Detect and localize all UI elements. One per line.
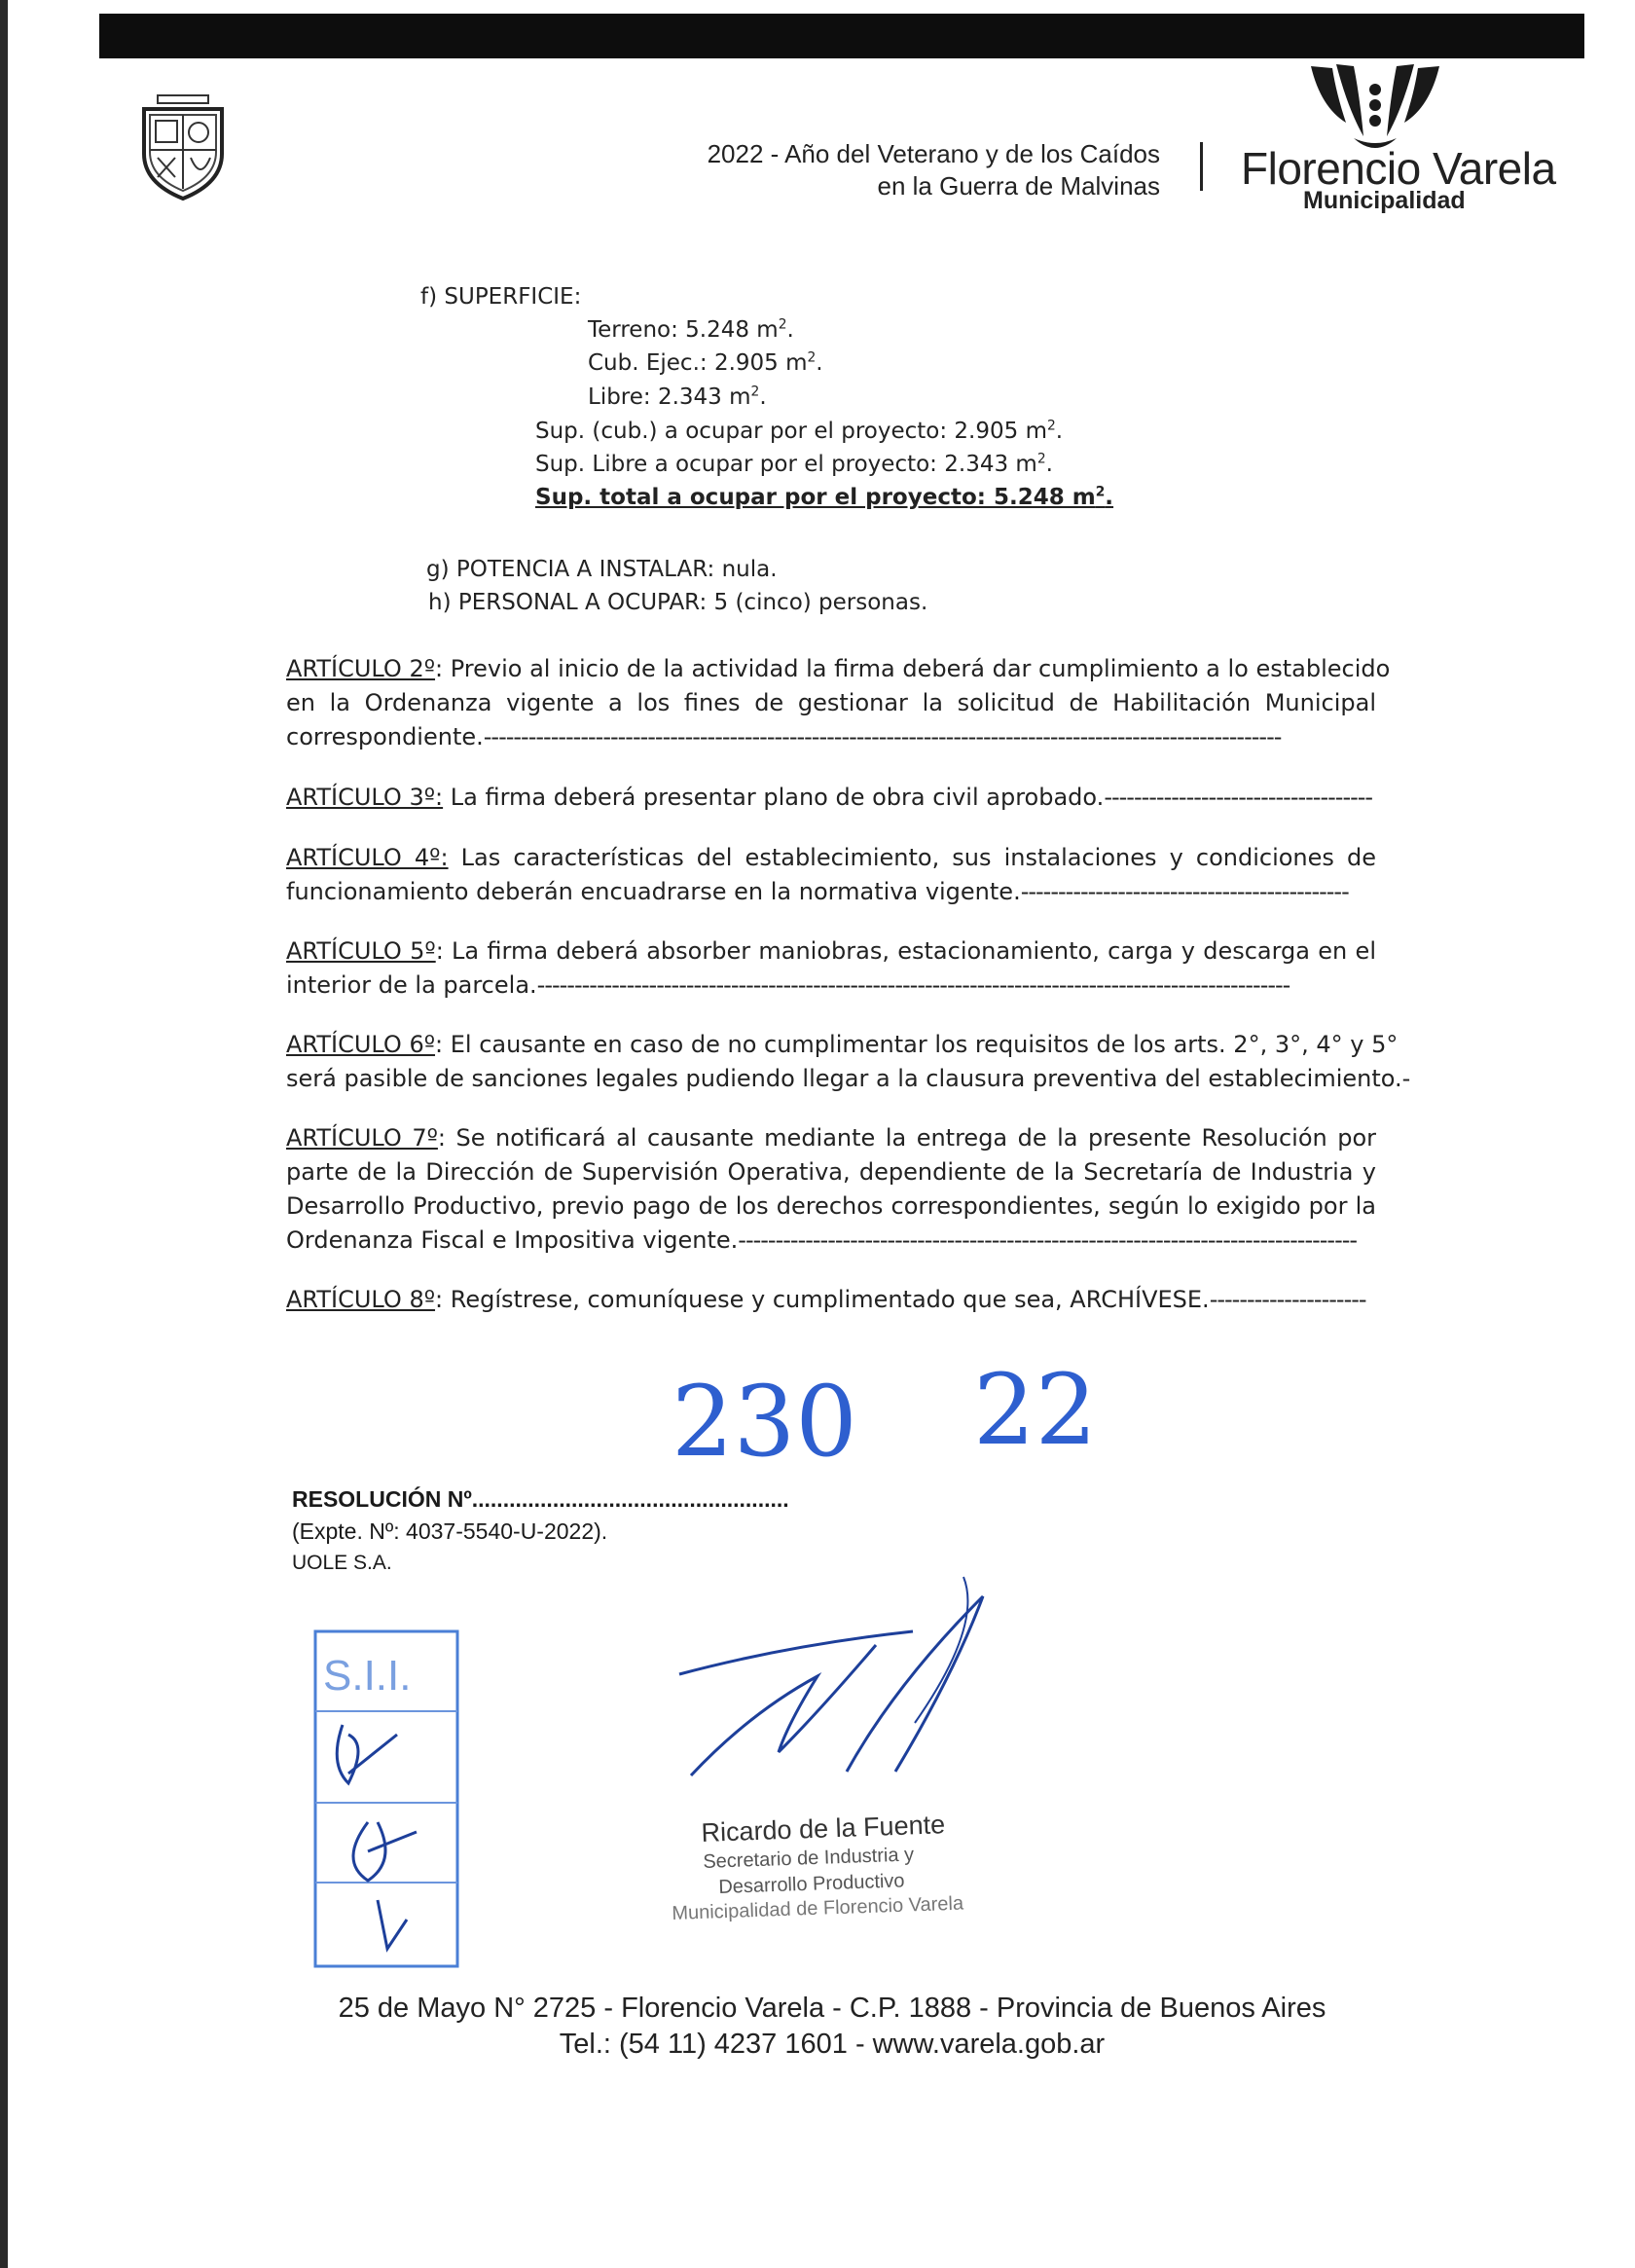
superficie-sup-total xyxy=(535,485,1113,510)
article-5 xyxy=(286,934,1376,1003)
superficie-cub-ejec xyxy=(588,350,823,376)
scan-page-edge xyxy=(0,0,8,2268)
article-6-line-1: : El causante en caso de no cumplimentar los requisitos de los arts. 2°, 3°, 4° y 5° xyxy=(435,1031,1399,1058)
signatory-role-3: Municipalidad de Florencio Varela xyxy=(672,1892,964,1924)
potencia-line: g) POTENCIA A INSTALAR: nula. xyxy=(426,557,778,582)
expediente-number: (Expte. Nº: 4037-5540-U-2022). xyxy=(292,1518,608,1544)
superficie-libre xyxy=(588,384,767,410)
article-4-line-1: Las características del establecimiento, sus instalaciones y condiciones de xyxy=(448,844,1377,871)
legend-line-2: en la Guerra de Malvinas xyxy=(877,171,1160,201)
period: . xyxy=(786,317,794,343)
article-7 xyxy=(286,1121,1376,1258)
article-7-line-2: parte de la Dirección de Supervisión Operativa, dependiente de la Secretaría de Industria y xyxy=(286,1158,1376,1186)
article-5-line-1: : La firma deberá absorber maniobras, estacionamiento, carga y descarga en el xyxy=(435,937,1376,965)
superficie-sup-libre xyxy=(535,452,1053,477)
article-6-label: ARTÍCULO 6º xyxy=(286,1031,436,1058)
article-3-label: ARTÍCULO 3º: xyxy=(286,784,444,811)
scan-top-bar xyxy=(99,14,1584,58)
article-7-line-1: : Se notificará al causante mediante la entrega de la presente Resolución por xyxy=(437,1124,1376,1152)
logo-name: Florencio Varela xyxy=(1241,143,1556,194)
personal-line: h) PERSONAL A OCUPAR: 5 (cinco) personas. xyxy=(428,590,928,615)
sup-total-text: Sup. total a ocupar por el proyecto: 5.248 m xyxy=(535,485,1096,510)
resolution-stamp-year: 22 xyxy=(973,1353,1098,1467)
exponent: 2 xyxy=(1046,418,1056,434)
signature-mark xyxy=(672,1567,1041,1801)
article-3-line-1: La firma deberá presentar plano de obra civil aprobado. xyxy=(443,784,1105,811)
period: . xyxy=(816,350,823,376)
signatory-role-1: Secretario de Industria y xyxy=(703,1844,915,1873)
resolution-dots: ................................................... xyxy=(471,1486,789,1512)
article-7-line-4: Ordenanza Fiscal e Impositiva vigente. xyxy=(286,1226,739,1254)
footer-address: 25 de Mayo N° 2725 - Florencio Varela - C.P. 1888 - Provincia de Buenos Aires xyxy=(338,1993,1326,2024)
exponent: 2 xyxy=(778,316,787,333)
legend-line-1: 2022 - Año del Veterano y de los Caídos xyxy=(707,139,1160,168)
sup-libre-text: Sup. Libre a ocupar por el proyecto: 2.343 m xyxy=(535,452,1037,477)
resolution-label-text: RESOLUCIÓN Nº xyxy=(292,1486,472,1512)
article-3-dashes: ------------------------------------ xyxy=(1104,784,1373,811)
period: . xyxy=(1055,419,1064,444)
logo-subtitle: Municipalidad xyxy=(1303,187,1466,214)
article-2-line-3: correspondiente. xyxy=(286,723,484,750)
exponent: 2 xyxy=(750,384,760,400)
article-2 xyxy=(286,652,1391,754)
superficie-sup-cub xyxy=(535,419,1063,444)
article-8-line-1: : Regístrese, comuníquese y cumplimentado que sea, ARCHÍVESE. xyxy=(435,1286,1210,1313)
company-name: UOLE S.A. xyxy=(292,1552,392,1574)
box-stamp-text: S.I.I. xyxy=(323,1652,412,1700)
libre-text: Libre: 2.343 m xyxy=(588,384,751,410)
period: . xyxy=(759,384,767,410)
article-5-line-2: interior de la parcela. xyxy=(286,971,537,999)
exponent: 2 xyxy=(807,349,817,366)
initials-box-stamp xyxy=(309,1628,463,1970)
superficie-heading: f) SUPERFICIE: xyxy=(420,284,582,310)
footer-contact: Tel.: (54 11) 4237 1601 - www.varela.gob.ar xyxy=(559,2029,1106,2060)
article-8-label: ARTÍCULO 8º xyxy=(286,1286,436,1313)
article-8-dashes: --------------------- xyxy=(1209,1286,1366,1313)
cub-ejec-text: Cub. Ejec.: 2.905 m xyxy=(588,350,808,376)
resolution-label xyxy=(292,1486,789,1513)
header-separator xyxy=(1200,142,1203,191)
municipal-crest-icon xyxy=(136,93,230,202)
period: . xyxy=(1045,452,1053,477)
article-6-line-2: será pasible de sanciones legales pudiendo llegar a la clausura preventiva del establecimiento.- xyxy=(286,1065,1411,1092)
article-4-label: ARTÍCULO 4º: xyxy=(286,844,449,871)
article-5-dashes: ----------------------------------------------------------------------------------------------------- xyxy=(536,971,1290,999)
terreno-text: Terreno: 5.248 m xyxy=(588,317,779,343)
article-8 xyxy=(286,1283,1376,1317)
article-5-label: ARTÍCULO 5º xyxy=(286,937,436,965)
article-7-line-3: Desarrollo Productivo, previo pago de los derechos correspondientes, según lo exigido por la xyxy=(286,1192,1376,1220)
article-7-label: ARTÍCULO 7º xyxy=(286,1124,438,1152)
article-3 xyxy=(286,781,1376,815)
article-2-line-1: : Previo al inicio de la actividad la firma deberá dar cumplimiento a lo establecido xyxy=(435,655,1391,682)
header-year-legend xyxy=(603,138,1160,202)
article-4 xyxy=(286,841,1376,909)
article-4-dashes: -------------------------------------------- xyxy=(1020,878,1349,905)
superficie-terreno xyxy=(588,317,794,343)
exponent: 2 xyxy=(1095,484,1106,500)
article-2-label: ARTÍCULO 2º xyxy=(286,655,436,682)
resolution-stamp-number: 230 xyxy=(672,1365,857,1479)
exponent: 2 xyxy=(1036,451,1046,467)
period: . xyxy=(1105,485,1114,510)
article-4-line-2: funcionamiento deberán encuadrarse en la normativa vigente. xyxy=(286,878,1021,905)
signatory-role-2: Desarrollo Productivo xyxy=(718,1870,905,1898)
sup-cub-text: Sup. (cub.) a ocupar por el proyecto: 2.905 m xyxy=(535,419,1047,444)
article-7-dashes: ----------------------------------------------------------------------------------- xyxy=(738,1226,1358,1254)
article-2-dashes: ----------------------------------------------------------------------------------------------------------- xyxy=(483,723,1282,750)
article-2-line-2: en la Ordenanza vigente a los fines de gestionar la solicitud de Habilitación Municipal xyxy=(286,689,1376,716)
signatory-name: Ricardo de la Fuente xyxy=(701,1810,946,1847)
article-6 xyxy=(286,1028,1411,1096)
